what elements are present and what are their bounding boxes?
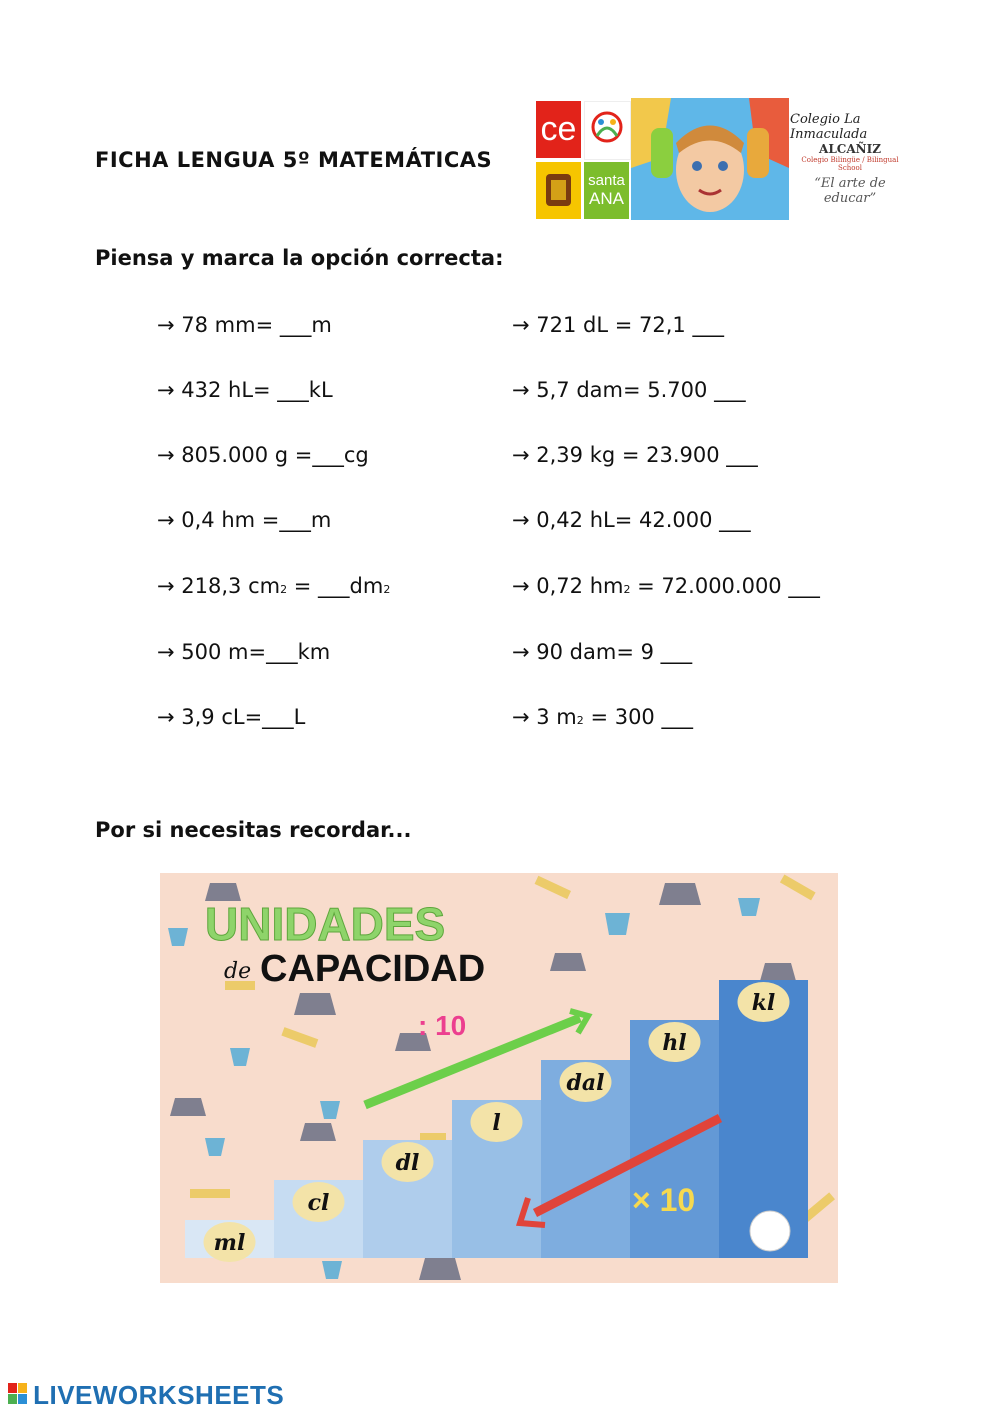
exercise-left-6[interactable]: → 500 m=___km: [157, 640, 331, 664]
step-label-ml: ml: [213, 1230, 246, 1256]
poster-title-unidades: UNIDADES: [205, 898, 446, 950]
school-motto: “El arte de educar”: [814, 176, 886, 206]
exercise-right-4[interactable]: → 0,42 hL= 42.000 ___: [512, 508, 751, 532]
multiply-label: × 10: [632, 1182, 696, 1218]
step-label-dal: dal: [566, 1070, 605, 1096]
school-info: [790, 112, 910, 206]
exercise-right-5[interactable]: → 0,72 hm2 = 72.000.000 ___: [512, 574, 820, 598]
liveworksheets-logo-icon: [8, 1383, 28, 1409]
school-name: Colegio La Inmaculada: [790, 112, 868, 142]
exercise-right-1[interactable]: → 721 dL = 72,1 ___: [512, 313, 724, 337]
ce-tile: ce: [536, 101, 581, 158]
poster-title-capacidad: CAPACIDAD: [260, 948, 486, 990]
instruction-text: Piensa y marca la opción correcta:: [95, 246, 504, 270]
step-label-hl: hl: [662, 1030, 687, 1056]
step-label-cl: cl: [307, 1190, 330, 1216]
school-subtitle: Colegio Bilingüe / Bilingual School: [801, 156, 899, 172]
remember-heading: Por si necesitas recordar...: [95, 818, 412, 842]
exercise-right-6[interactable]: → 90 dam= 9 ___: [512, 640, 693, 664]
exercise-left-7[interactable]: → 3,9 cL=___L: [157, 705, 306, 729]
exercise-right-3[interactable]: → 2,39 kg = 23.900 ___: [512, 443, 758, 467]
liveworksheets-brand: LIVEWORKSHEETS: [33, 1380, 285, 1410]
exercise-right-2[interactable]: → 5,7 dam= 5.700 ___: [512, 378, 746, 402]
exercise-right-7[interactable]: → 3 m2 = 300 ___: [512, 705, 693, 729]
exercise-left-4[interactable]: → 0,4 hm =___m: [157, 508, 332, 532]
ce-santa-ana-logo: [536, 101, 629, 219]
figures-tile: [584, 101, 631, 160]
divide-label: : 10: [418, 1010, 467, 1041]
capacity-units-poster: [160, 873, 838, 1283]
liveworksheets-footer[interactable]: [8, 1380, 284, 1410]
santa-ana-tile: santa ANA: [584, 162, 629, 219]
step-label-kl: kl: [751, 990, 776, 1016]
author-stamp: [750, 1211, 790, 1251]
exercise-left-2[interactable]: → 432 hL= ___kL: [157, 378, 333, 402]
school-city: ALCAÑIZ: [819, 142, 881, 156]
step-label-dl: dl: [395, 1150, 420, 1176]
exercise-left-1[interactable]: → 78 mm= ___m: [157, 313, 332, 337]
exercise-left-5[interactable]: → 218,3 cm2 = ___dm2: [157, 574, 391, 598]
page-title: FICHA LENGUA 5º MATEMÁTICAS: [95, 148, 493, 172]
crest-tile: [536, 162, 581, 219]
child-photo: [631, 98, 789, 220]
poster-title-de: de: [224, 959, 252, 984]
exercise-left-3[interactable]: → 805.000 g =___cg: [157, 443, 369, 467]
step-label-l: l: [492, 1110, 501, 1136]
